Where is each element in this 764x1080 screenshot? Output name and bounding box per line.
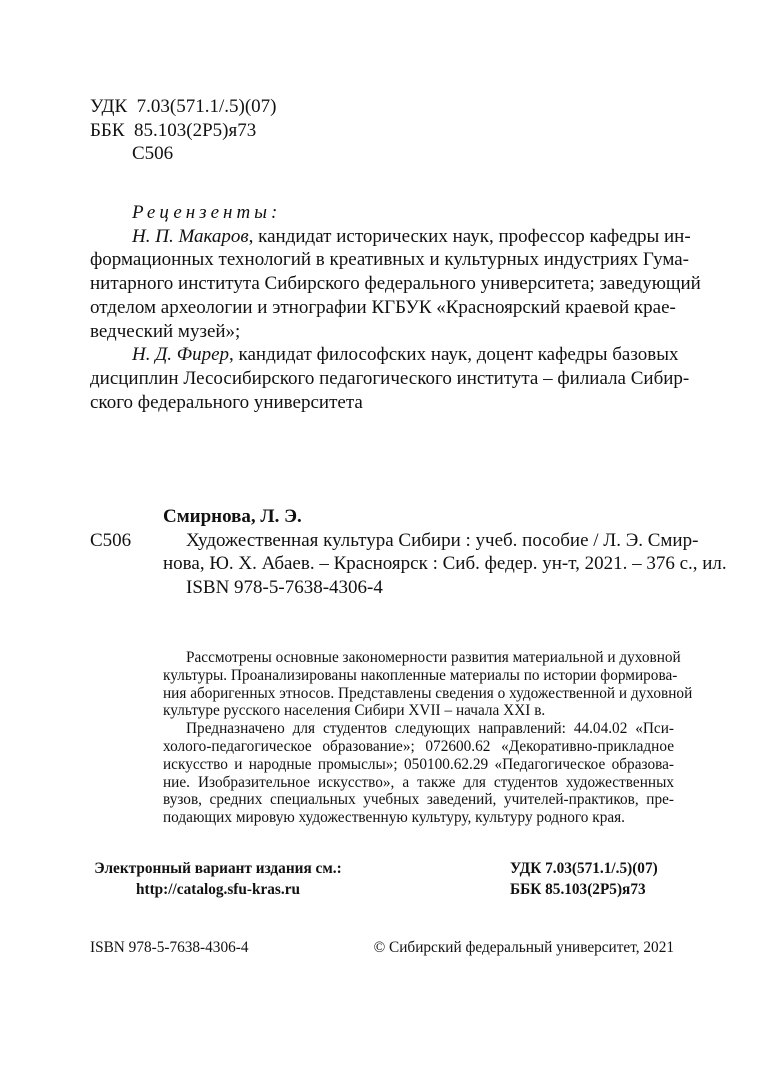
electronic-label: Электронный вариант издания см.: [94,860,342,877]
reviewer-2-name: Н. Д. Фирер [132,344,230,366]
footer-bbk: ББК 85.103(2Р5)я73 [510,881,646,898]
catalog-isbn: ISBN 978-5-7638-4306-4 [186,577,383,599]
annotation-line: культуре русского населения Сибири XVII – начала XXI в. [163,702,546,720]
footer-classification [510,858,658,900]
catalog-entry [163,505,727,600]
classification-block [90,95,277,166]
catalog-author: Смирнова, Л. Э. [163,506,302,527]
reviewers-title: Рецензенты: [132,202,282,223]
annotation-line: ния аборигенных этносов. Представлены сведения о художественной и духовной [163,684,693,702]
electronic-version [90,858,346,900]
bbk-label: ББК [90,119,125,141]
footer-isbn: ISBN 978-5-7638-4306-4 [90,939,249,956]
annotation-line: вузов, средних специальных учебных заведений, учителей-практиков, пре- [163,791,674,809]
reviewers-block [90,201,701,414]
catalog-line: Художественная культура Сибири : учеб. пособие / Л. Э. Смир- [186,529,699,551]
reviewer-1-name: Н. П. Макаров [132,225,249,247]
copyright: © Сибирский федеральный университет, 2021 [373,939,674,956]
footer-udk: УДК 7.03(571.1/.5)(07) [510,860,658,877]
udk-label: УДК [90,96,128,117]
annotation-line: подающих мировую художественную культуру, культуру родного края. [163,809,626,827]
annotation-line: культуры. Проанализированы накопленные материалы по истории формирова- [163,666,678,684]
reviewer-2-line: дисциплин Лесосибирского педагогического института – филиала Сибир- [90,367,690,389]
catalog-mark: С506 [90,530,132,551]
annotation-line: ние. Изобразительное искусство», а также для студентов художественных [163,773,674,791]
electronic-url[interactable]: http://catalog.sfu-kras.ru [135,881,301,898]
reviewer-1-line: отделом археологии и этнографии КГБУК «Красноярский краевой крае- [90,296,676,318]
annotation-line: искусство и народные промыслы»; 050100.62.29 «Педагогическое образова- [163,755,674,773]
catalog-line: нова, Ю. Х. Абаев. – Красноярск : Сиб. федер. ун-т, 2021. – 376 с., ил. [163,553,727,575]
reviewer-1-line: формационных технологий в креативных и культурных индустриях Гума- [90,249,689,271]
bbk-value: 85.103(2Р5)я73 [134,119,257,141]
reviewer-2-line: ского федерального университета [90,391,363,413]
udk-value: 7.03(571.1/.5)(07) [136,96,277,117]
reviewer-1-line: ведческий музей»; [90,320,241,342]
annotation-line: Предназначено для студентов следующих направлений: 44.04.02 «Пси- [186,720,674,738]
annotation [163,649,693,827]
reviewer-1-line: Н. П. Макаров, кандидат исторических наук, профессор кафедры ин- [132,225,691,247]
annotation-line: холого-педагогическое образование»; 072600.62 «Декоративно-прикладное [163,737,674,755]
annotation-line: Рассмотрены основные закономерности развития материальной и духовной [186,649,681,666]
reviewer-1-line: нитарного института Сибирского федерального университета; заведующий [90,273,701,295]
author-mark: С506 [132,143,174,165]
reviewer-2-line: Н. Д. Фирер, кандидат философских наук, доцент кафедры базовых [132,344,679,366]
